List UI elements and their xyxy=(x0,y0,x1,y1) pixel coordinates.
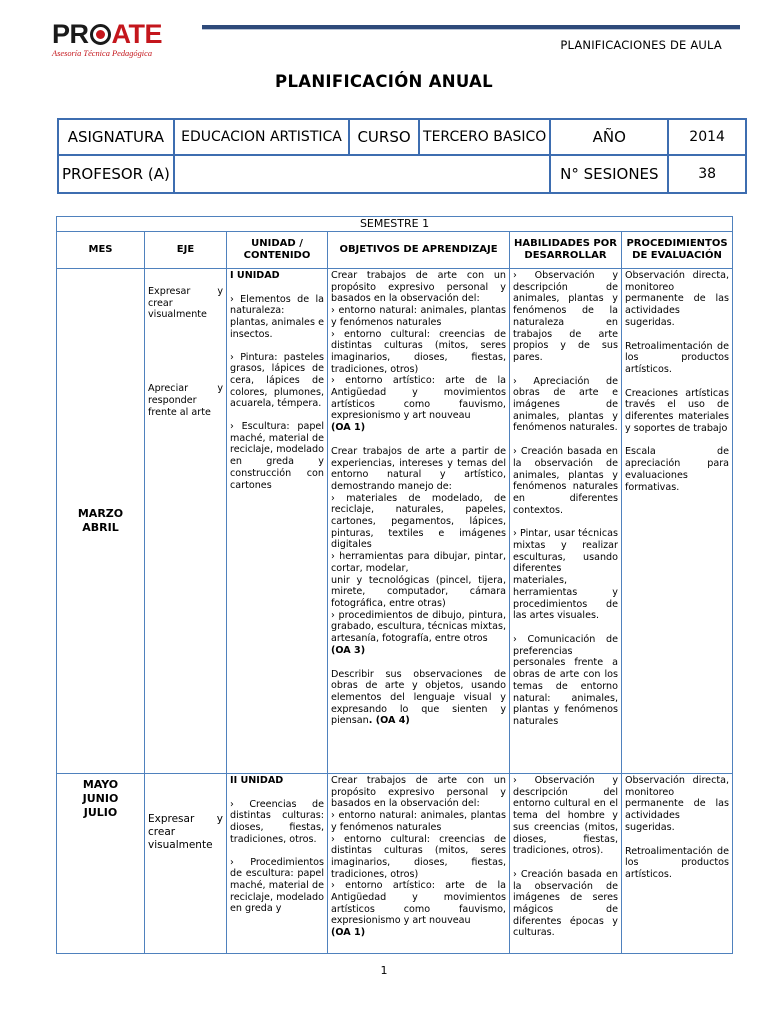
col-header-habilidades: HABILIDADES POR DESARROLLAR xyxy=(510,232,622,269)
col-header-procedimientos: PROCEDIMIENTOS DE EVALUACIÓN xyxy=(622,232,733,269)
skill-item: › Apreciación de obras de arte e imágenes de animales, plantas y fenómenos naturales. xyxy=(513,375,618,434)
unit-item: › Elementos de la naturaleza: plantas, animales e insectos. xyxy=(230,293,324,340)
unit-title: II UNIDAD xyxy=(230,775,284,786)
header-rule xyxy=(202,25,740,30)
evaluation-item: Retroalimentación de los productos artísticos. xyxy=(625,845,730,880)
objective-text: Crear trabajos de arte con un propósito expresivo personal y basados en la observación del: › entorno natural: animales, plantas y fenómenos naturales › entorno cultural: creencias de distintas culturas (mitos, seres imaginarios, dioses, fiestas, tradiciones, otros) › entorno artístico: arte de la Antigüedad y movimientos artísticos como fauvismo, expresionismo y art nouveau xyxy=(331,775,506,927)
curso-label: CURSO xyxy=(349,119,419,155)
month-cell xyxy=(57,774,145,954)
unit-cell xyxy=(227,774,328,954)
col-header-eje: EJE xyxy=(145,232,227,269)
planning-table xyxy=(56,216,733,954)
objective-code: (OA 1) xyxy=(331,927,366,939)
axis-item: Apreciar y responder frente al arte xyxy=(148,383,223,418)
evaluation-cell xyxy=(622,269,733,774)
unit-title: I UNIDAD xyxy=(230,270,280,281)
logo-tagline: Asesoría Técnica Pedagógica xyxy=(52,49,153,58)
logo-wordmark: PR ATE xyxy=(52,19,163,49)
col-header-unidad: UNIDAD / CONTENIDO xyxy=(227,232,328,269)
page-title: PLANIFICACIÓN ANUAL xyxy=(275,72,493,91)
month-cell xyxy=(57,269,145,774)
asignatura-value: EDUCACION ARTISTICA xyxy=(174,119,349,155)
axis-cell xyxy=(145,774,227,954)
evaluation-cell xyxy=(622,774,733,954)
axis-cell xyxy=(145,269,227,774)
axis-item: Expresar y crear visualmente xyxy=(148,813,223,851)
skills-cell xyxy=(510,774,622,954)
unit-item: › Procedimientos de escultura: papel maché, material de reciclaje, modelado en greda y xyxy=(230,856,324,915)
table-row xyxy=(57,774,733,954)
skill-item: › Comunicación de preferencias personales frente a obras de arte con los temas de entorno natural: animales, plantas y fenómenos naturales xyxy=(513,633,618,727)
skills-cell xyxy=(510,269,622,774)
profesor-label: PROFESOR (A) xyxy=(58,155,174,193)
asignatura-label: ASIGNATURA xyxy=(58,119,174,155)
objectives-cell xyxy=(328,774,510,954)
evaluation-item: Creaciones artísticas través el uso de diferentes materiales y soportes de trabajo xyxy=(625,387,730,434)
evaluation-item: Observación directa, monitoreo permanente de las actividades sugeridas. xyxy=(625,775,730,833)
proate-logo xyxy=(52,20,182,64)
semester-header: SEMESTRE 1 xyxy=(57,217,733,232)
month-label: MARZO ABRIL xyxy=(77,507,124,534)
table-row xyxy=(57,269,733,774)
unit-item: › Escultura: papel maché, material de reciclaje, modelado en greda y construcción con cartones xyxy=(230,421,324,491)
unit-item: › Creencias de distintas culturas: dioses, fiestas, tradiciones, otros. xyxy=(230,798,324,845)
evaluation-item: Retroalimentación de los productos artísticos. xyxy=(625,340,730,375)
evaluation-item: Escala de apreciación para evaluaciones formativas. xyxy=(625,446,730,493)
unit-cell xyxy=(227,269,328,774)
info-table xyxy=(57,118,747,194)
objective-text: Crear trabajos de arte a partir de experiencias, intereses y temas del entorno natural y artístico, demostrando manejo de: › materiales de modelado, de reciclaje, naturales, papeles, cartones, pegamentos, lápices, pinturas, textiles e imágenes digitales › herramientas para dibujar, pintar, cortar, modelar, unir y tecnológicas (pincel, tijera, mirete, computador, cámara fotográfica, entre otras) › procedimientos de dibujo, pintura, grabado, escultura, técnicas mixtas, artesanía, fotografía, entre otros xyxy=(331,445,506,645)
skill-item: › Pintar, usar técnicas mixtas y realizar esculturas, usando diferentes materiales, herramientas y procedimientos de las artes visuales. xyxy=(513,528,618,622)
skill-item: › Observación y descripción de animales, plantas y fenómenos de la naturaleza en trabajos de arte propios y de sus pares. xyxy=(513,270,618,363)
page-number: 1 xyxy=(380,964,388,977)
skill-item: › Creación basada en la observación de imágenes de seres mágicos de diferentes épocas y culturas. xyxy=(513,868,618,939)
objective-item xyxy=(331,669,506,728)
anio-label: AÑO xyxy=(550,119,668,155)
objective-code: . (OA 4) xyxy=(368,715,410,727)
skill-item: › Creación basada en la observación de animales, plantas y fenómenos naturales en diferentes contextos. xyxy=(513,446,618,516)
objective-text: Describir sus observaciones de obras de arte y objetos, usando elementos del lenguaje visual y expresando lo que sienten y piensan xyxy=(331,668,506,727)
sesiones-label: N° SESIONES xyxy=(550,155,668,193)
month-label: MAYO JUNIO JULIO xyxy=(82,778,119,819)
unit-item: › Pintura: pasteles grasos, lápices de cera, lápices de colores, plumones, acuarela, témpera. xyxy=(230,351,324,410)
skill-item: › Observación y descripción del entorno cultural en el tema del hombre y sus creencias (mitos, dioses, fiestas, tradiciones, otros). xyxy=(513,775,618,857)
logo-o-icon xyxy=(90,24,111,45)
sesiones-value: 38 xyxy=(668,155,746,193)
col-header-objetivos: OBJETIVOS DE APRENDIZAJE xyxy=(328,232,510,269)
axis-item: Expresar y crear visualmente xyxy=(148,286,223,321)
evaluation-item: Observación directa, monitoreo permanente de las actividades sugeridas. xyxy=(625,270,730,328)
objective-text: Crear trabajos de arte con un propósito expresivo personal y basados en la observación del: › entorno natural: animales, plantas y fenómenos naturales › entorno cultural: creencias de distintas culturas (mitos, seres imaginarios, dioses, fiestas, tradiciones, otros) › entorno artístico: arte de la Antigüedad y movimientos artísticos como fauvismo, expresionismo y art nouveau xyxy=(331,270,506,422)
curso-value: TERCERO BASICO xyxy=(419,119,551,155)
objective-code: (OA 1) xyxy=(331,422,366,434)
header-section-label: PLANIFICACIONES DE AULA xyxy=(560,38,722,52)
objectives-cell xyxy=(328,269,510,774)
anio-value: 2014 xyxy=(668,119,746,155)
profesor-value xyxy=(174,155,551,193)
col-header-mes: MES xyxy=(57,232,145,269)
objective-code: (OA 3) xyxy=(331,644,366,656)
